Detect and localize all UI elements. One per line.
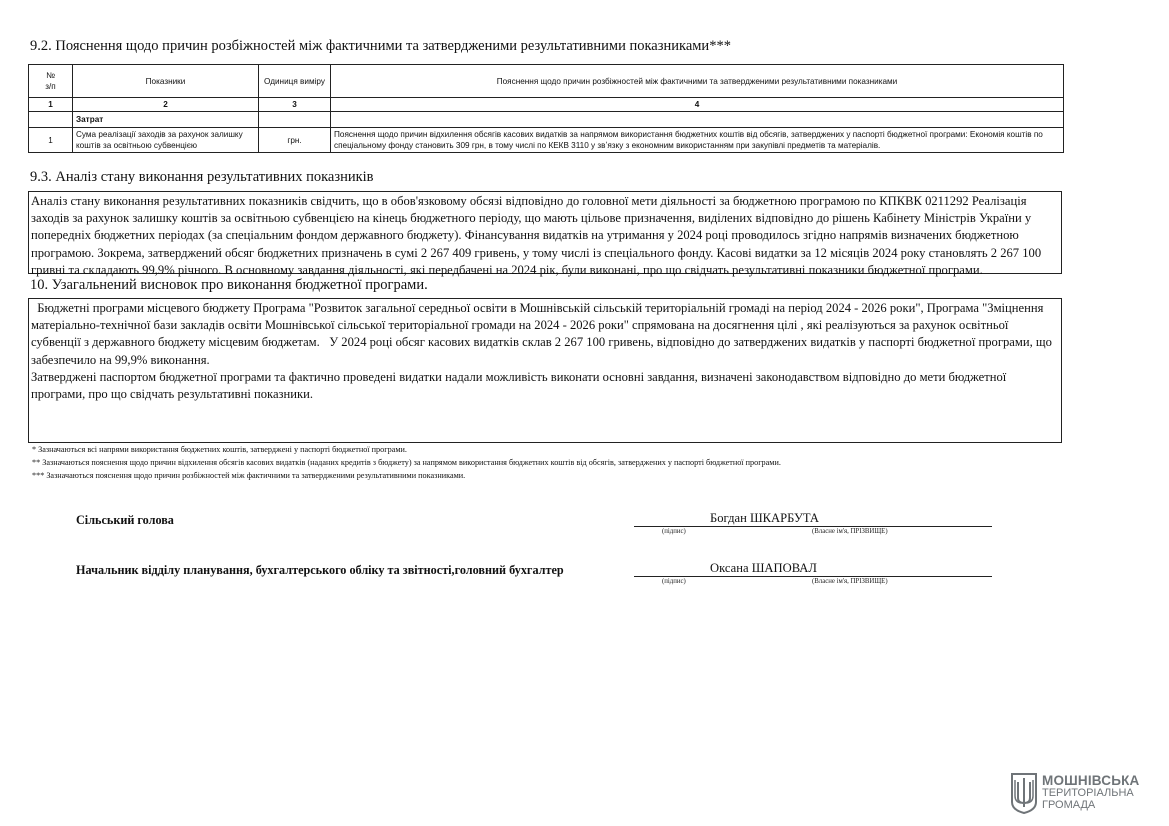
signature-line: [634, 576, 992, 577]
group-label: Затрат: [73, 112, 259, 128]
section-10-heading: 10. Узагальнений висновок про виконання бюджетної програми.: [30, 277, 428, 293]
row-unit: грн.: [259, 128, 331, 153]
conclusion-paragraph-2: Затверджені паспортом бюджетної програми та фактично проведені видатки надали можливість виконати основні завдання, визначені законодавством відповідно до мети бюджетної програми, про що свідчать результативні показники.: [31, 369, 1007, 402]
col-number: 1: [29, 98, 73, 112]
col-number: 3: [259, 98, 331, 112]
analysis-text: Аналіз стану виконання результативних показників свідчить, що в обов'язковому обсязі відповідно до головної мети діяльності за бюджетною програмою по КПКВК 0211292 Реалізація заходів за рахунок залишку коштів за освітньою субвенцією на кінець бюджетного періоду, що мають цільове призначення, виділених відповідно до рішень Кабінету Міністрів України у попередніх бюджетних періодах (за спеціальним фондом державного бюджету). Фінансування видатків на утримання у 2024 році проводилось згідно напрямів визначених бюджетною програмою. Зокрема, затверджений обсяг бюджетних призначень в сумі 2 267 409 гривень, у тому числі із спеціального фонду. Касові видатки за 12 місяців 2024 року становлять 2 267 100 гривні та складають 99,9% річного. В основному завдання діяльності, які передбачені на 2024 рік, були виконані, про що свідчать результативні показники бюджетної програми.: [31, 194, 1042, 277]
logo-line-2: ТЕРИТОРІАЛЬНА: [1042, 787, 1134, 799]
row-explanation: Пояснення щодо причин відхилення обсягів касових видатків за напрямом використання бюджетних коштів від обсягів, затверджених у паспорті бюджетної програми: Економія коштів по спеціальному фонду становить 309 грн, в тому числі по КЕКВ 3110 у звʼязку з економним використанням при закупівлі предметів та матеріалів.: [331, 128, 1064, 153]
logo-line-1: МОШНІВСЬКА: [1042, 773, 1140, 788]
group-row: [29, 112, 1064, 128]
signatory-name-head: Богдан ШКАРБУТА: [710, 511, 820, 525]
header-explanation: Пояснення щодо причин розбіжностей між фактичними та затвердженими результативними показниками: [331, 65, 1064, 98]
footnote: ** Зазначаються пояснення щодо причин відхилення обсягів касових видатків (наданих кредитів з бюджету) за напрямом використання бюджетних коштів від обсягів, затверджених у паспорті бюджетної програми.: [32, 458, 781, 467]
trident-emblem-icon: [1010, 772, 1038, 814]
footnote: * Зазначаються всі напрями використання бюджетних коштів, затверджені у паспорті бюджетної програми.: [32, 445, 407, 454]
row-num: 1: [29, 128, 73, 153]
discrepancy-table: [28, 64, 1064, 153]
column-numbers-row: [29, 98, 1064, 112]
conclusion-paragraph-1: Бюджетні програми місцевого бюджету Програма "Розвиток загальної середньої освіти в Мошнівській сільській територіальній громаді на період 2024 - 2026 роки", Програма "Зміцнення матеріально-технічної бази закладів освіти Мошнівської сільської територіальної громади на 2024 - 2026 роки" спрямована на досягнення цілі , які реалізуються за рахунок освітньої субвенції з державного бюджету місцевим бюджетам. У 2024 році обсяг касових видатків склав 2 267 100 гривень, відповідно до затверджених видатків у паспорті бюджетної програми, що забезпечило на 99,9% виконання.: [31, 301, 1056, 367]
conclusion-text-box: [28, 298, 1062, 443]
table-header-row: [29, 65, 1064, 98]
logo-line-3: ГРОМАДА: [1042, 799, 1096, 811]
signatory-name-accountant: Оксана ШАПОВАЛ: [710, 561, 817, 575]
signature-line: [634, 526, 992, 527]
section-9-2-heading: 9.2. Пояснення щодо причин розбіжностей між фактичними та затвердженими результативними показниками***: [30, 38, 731, 54]
header-indicator: Показники: [73, 65, 259, 98]
table-row: [29, 128, 1064, 153]
header-unit: Одиниця виміру: [259, 65, 331, 98]
signatory-title-accountant: Начальник відділу планування, бухгалтерського обліку та звітності,головний бухгалтер: [76, 563, 564, 577]
analysis-text-box: [28, 191, 1062, 277]
row-indicator: Сума реалізації заходів за рахунок залишку коштів за освітньою субвенцією: [73, 128, 259, 153]
signature-caption: (підпис): [662, 528, 686, 535]
community-logo: [1010, 772, 1140, 814]
section-9-3-heading: 9.3. Аналіз стану виконання результативних показників: [30, 169, 374, 185]
name-caption: (Власне ім'я, ПРІЗВИЩЕ): [812, 578, 888, 585]
signature-caption: (підпис): [662, 578, 686, 585]
col-number: 2: [73, 98, 259, 112]
footnote: *** Зазначаються пояснення щодо причин розбіжностей між фактичними та затвердженими результативними показниками.: [32, 471, 466, 480]
signatory-title-head: Сільський голова: [76, 513, 174, 527]
header-num: № з/п: [29, 65, 73, 98]
name-caption: (Власне ім'я, ПРІЗВИЩЕ): [812, 528, 888, 535]
col-number: 4: [331, 98, 1064, 112]
